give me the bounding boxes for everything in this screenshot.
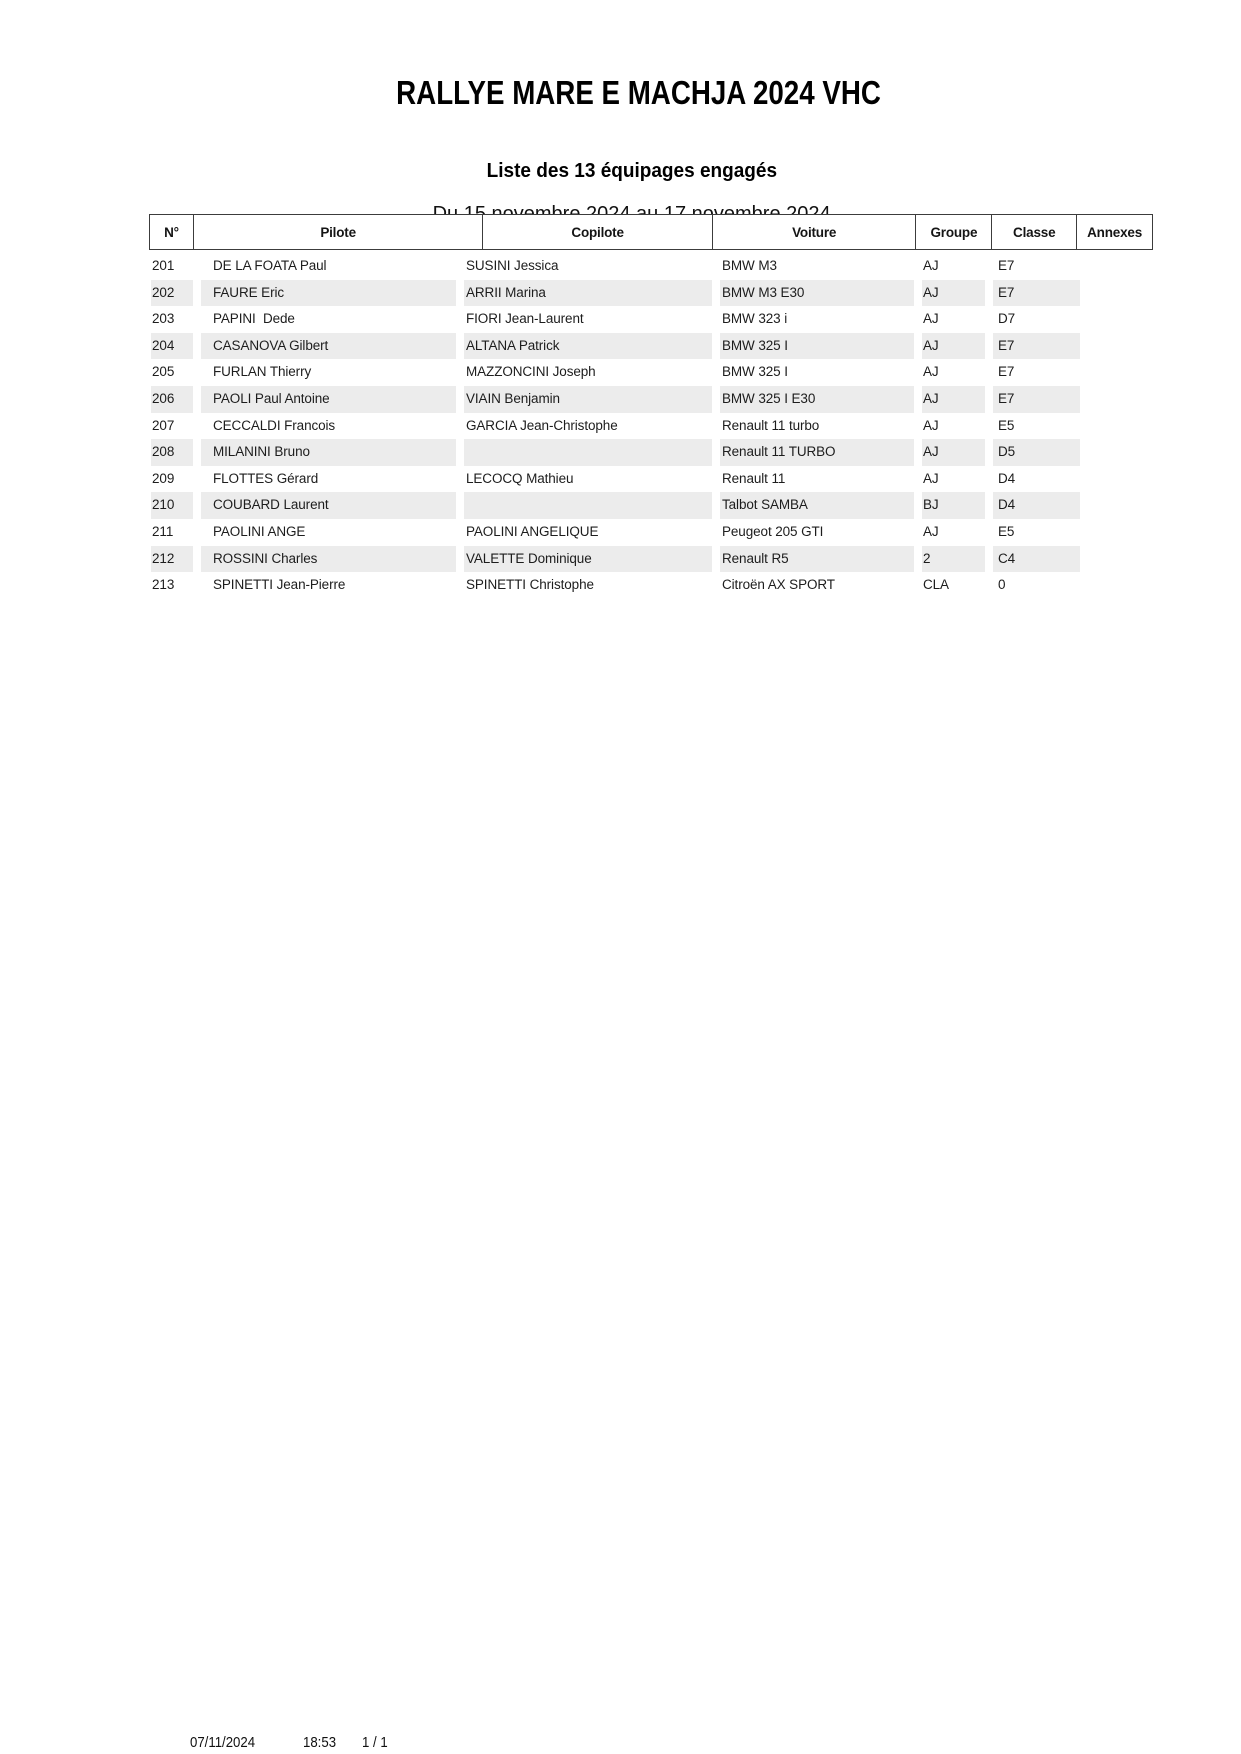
- cell-classe: D4: [993, 492, 1080, 519]
- cell-voiture: BMW 323 i: [722, 311, 788, 327]
- table-row: [149, 413, 1153, 440]
- cell-pilote: CASANOVA Gilbert: [201, 333, 456, 360]
- cell-classe: 0: [998, 577, 1006, 593]
- cell-classe: E7: [998, 258, 1015, 273]
- cell-voiture: Talbot SAMBA: [720, 492, 914, 519]
- cell-voiture: Citroën AX SPORT: [722, 577, 835, 593]
- table-row: [149, 492, 1153, 519]
- cell-copilote: PAOLINI ANGELIQUE: [466, 523, 599, 539]
- cell-groupe: AJ: [923, 311, 939, 327]
- cell-pilote: MILANINI Bruno: [201, 439, 456, 466]
- cell-pilote: PAOLI Paul Antoine: [201, 386, 456, 413]
- cell-groupe: AJ: [922, 333, 985, 360]
- table-row: [149, 572, 1153, 599]
- cell-num: 204: [151, 333, 193, 360]
- cell-groupe: AJ: [922, 386, 985, 413]
- cell-copilote: [464, 439, 712, 466]
- cell-classe: D5: [993, 439, 1080, 466]
- cell-copilote: ALTANA Patrick: [464, 333, 712, 360]
- cell-voiture: BMW 325 I E30: [720, 386, 914, 413]
- cell-voiture: Renault 11: [722, 470, 786, 486]
- cell-pilote: PAPINI Dede: [213, 311, 295, 327]
- cell-copilote: MAZZONCINI Joseph: [466, 364, 596, 380]
- column-header-copilote: Copilote: [483, 215, 713, 249]
- cell-voiture: Peugeot 205 GTI: [722, 523, 824, 539]
- footer-page-indicator: 1 / 1: [362, 1734, 388, 1751]
- cell-copilote: SPINETTI Christophe: [466, 577, 594, 593]
- cell-pilote: FURLAN Thierry: [213, 364, 312, 380]
- cell-classe: E7: [993, 280, 1080, 307]
- page-title: [0, 36, 1241, 150]
- cell-voiture: BMW M3 E30: [720, 280, 914, 307]
- cell-copilote: VIAIN Benjamin: [464, 386, 712, 413]
- cell-groupe: 2: [922, 546, 985, 573]
- cell-pilote: FAURE Eric: [201, 280, 456, 307]
- cell-copilote: [464, 492, 712, 519]
- page-footer: [0, 1734, 1241, 1754]
- cell-copilote: VALETTE Dominique: [464, 546, 712, 573]
- cell-num: 212: [151, 546, 193, 573]
- cell-num: 207: [152, 417, 175, 433]
- cell-groupe: AJ: [922, 439, 985, 466]
- cell-voiture: Renault 11 TURBO: [720, 439, 914, 466]
- cell-groupe: AJ: [923, 470, 939, 486]
- cell-copilote: FIORI Jean-Laurent: [466, 311, 584, 327]
- cell-classe: E5: [998, 523, 1015, 539]
- table-row: [149, 359, 1153, 386]
- cell-pilote: DE LA FOATA Paul: [213, 258, 327, 273]
- cell-num: 203: [152, 311, 175, 327]
- cell-pilote: COUBARD Laurent: [201, 492, 456, 519]
- cell-voiture: Renault 11 turbo: [722, 417, 820, 433]
- column-header-num: N°: [150, 215, 194, 249]
- cell-groupe: BJ: [922, 492, 985, 519]
- page-title-text: RALLYE MARE E MACHJA 2024 VHC: [396, 74, 882, 111]
- cell-num: 201: [152, 258, 175, 273]
- cell-pilote: SPINETTI Jean-Pierre: [213, 577, 346, 593]
- cell-voiture: Renault R5: [720, 546, 914, 573]
- cell-pilote: FLOTTES Gérard: [213, 470, 319, 486]
- column-header-annexes: Annexes: [1087, 224, 1142, 240]
- cell-num: 205: [152, 364, 175, 380]
- column-header-classe: Classe: [992, 215, 1077, 249]
- column-header-voiture: Voiture: [713, 215, 917, 249]
- footer-print-time: 18:53: [303, 1734, 337, 1751]
- cell-copilote: SUSINI Jessica: [466, 258, 559, 273]
- cell-groupe: AJ: [922, 280, 985, 307]
- cell-num: 208: [151, 439, 193, 466]
- cell-pilote: ROSSINI Charles: [201, 546, 456, 573]
- column-header-groupe: Groupe: [916, 215, 992, 249]
- cell-num: 210: [151, 492, 193, 519]
- table-row: [149, 546, 1153, 573]
- cell-classe: E7: [998, 364, 1015, 380]
- cell-copilote: GARCIA Jean-Christophe: [466, 417, 618, 433]
- table-row: [149, 333, 1153, 360]
- cell-groupe: CLA: [923, 577, 949, 593]
- table-row: [149, 253, 1153, 280]
- column-header-pilote: Pilote: [194, 215, 483, 249]
- cell-num: 206: [151, 386, 193, 413]
- cell-copilote: ARRII Marina: [464, 280, 712, 307]
- cell-groupe: AJ: [923, 364, 939, 380]
- table-row: [149, 386, 1153, 413]
- footer-print-date: 07/11/2024: [190, 1734, 256, 1751]
- cell-classe: E7: [993, 333, 1080, 360]
- cell-classe: E5: [998, 417, 1015, 433]
- cell-num: 211: [152, 523, 174, 539]
- cell-num: 213: [152, 577, 175, 593]
- entry-list-subtitle-text: Liste des 13 équipages engagés: [486, 160, 777, 182]
- cell-num: 202: [151, 280, 193, 307]
- cell-voiture: BMW 325 I: [720, 333, 914, 360]
- table-row: [149, 306, 1153, 333]
- cell-voiture: BMW M3: [722, 258, 777, 273]
- cell-voiture: BMW 325 I: [722, 364, 788, 380]
- cell-num: 209: [152, 470, 175, 486]
- entry-table-body: [149, 253, 1153, 599]
- table-header-row: [149, 214, 1153, 250]
- cell-classe: C4: [993, 546, 1080, 573]
- table-row: [149, 519, 1153, 546]
- table-row: [149, 466, 1153, 493]
- cell-classe: E7: [993, 386, 1080, 413]
- cell-groupe: AJ: [923, 417, 939, 433]
- cell-classe: D7: [998, 311, 1016, 327]
- cell-pilote: CECCALDI Francois: [213, 417, 336, 433]
- cell-classe: D4: [998, 470, 1016, 486]
- table-row: [149, 439, 1153, 466]
- cell-copilote: LECOCQ Mathieu: [466, 470, 574, 486]
- cell-groupe: AJ: [923, 258, 939, 273]
- cell-pilote: PAOLINI ANGE: [213, 523, 306, 539]
- table-row: [149, 280, 1153, 307]
- cell-groupe: AJ: [923, 523, 939, 539]
